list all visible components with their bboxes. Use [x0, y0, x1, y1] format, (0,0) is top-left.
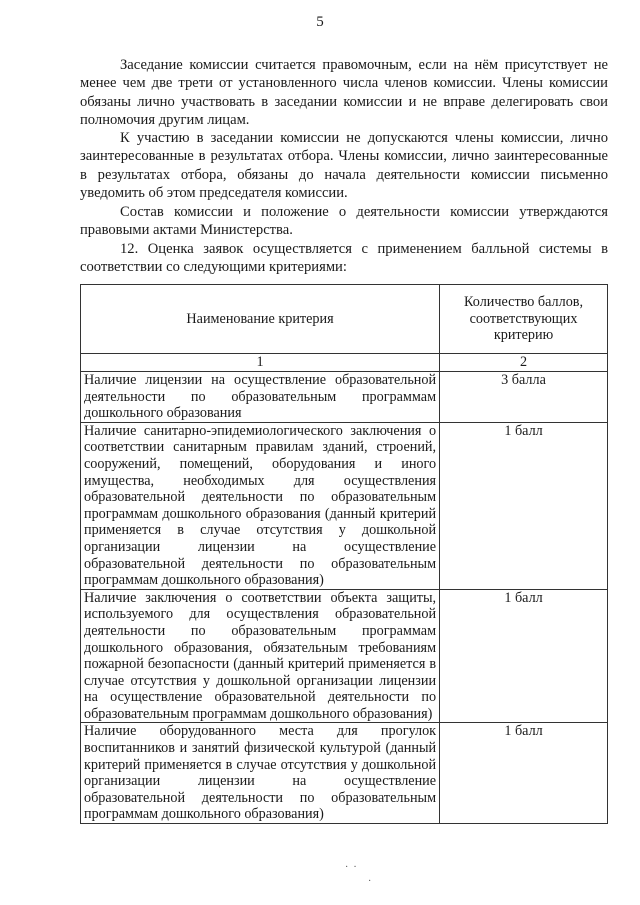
- criterion-name: Наличие заключения о соответствии объекта защиты, используемого для осуществления образовательной деятельности по образовательным программам дошкольного образования, обязательным требованиям пожарной безопасности (данный критерий применяется в случае отсутствия у дошкольной организации лицензии на осуществление образовательной деятельности по образовательным программам дошкольного образования): [81, 589, 440, 723]
- scan-speck: ·: [368, 876, 372, 887]
- paragraph-conflict-of-interest: К участию в заседании комиссии не допускаются члены комиссии, лично заинтересованные в результатах отбора. Члены комиссии, лично заинтересованные в результатах отбора, обязаны до начала деятельности комиссии письменно уведомить об этом председателя комиссии.: [80, 130, 608, 202]
- criterion-name: Наличие лицензии на осуществление образовательной деятельности по образовательным программам дошкольного образования: [81, 372, 440, 423]
- column-number: 1: [81, 354, 440, 372]
- page-number: 5: [316, 14, 324, 30]
- paragraph-quorum: Заседание комиссии считается правомочным, если на нём присутствует не менее чем две трети от установленного числа членов комиссии. Члены комиссии обязаны лично участвовать в заседании комиссии и не вправе делегировать свои полномочия другим лицам.: [80, 57, 608, 129]
- criteria-table: [80, 284, 608, 824]
- column-number-row: [81, 354, 608, 372]
- column-number: 2: [440, 354, 608, 372]
- table-row: [81, 589, 608, 723]
- scan-speck: · ·: [345, 862, 357, 873]
- table-row: [81, 723, 608, 824]
- criterion-score: 1 балл: [440, 422, 608, 589]
- header-criterion-name: Наименование критерия: [81, 285, 440, 354]
- criterion-name: Наличие санитарно-эпидемиологического заключения о соответствии санитарным правилам зданий, строений, сооружений, помещений, оборудования и иного имущества, необходимых для осуществления образовательной деятельности по образовательным программам дошкольного образования (данный критерий применяется в случае отсутствия у дошкольной организации лицензии на осуществление образовательной деятельности по образовательным программам дошкольного образования): [81, 422, 440, 589]
- paragraph-commission-composition: Состав комиссии и положение о деятельности комиссии утверждаются правовыми актами Министерства.: [80, 204, 608, 239]
- paragraph-evaluation-criteria-intro: 12. Оценка заявок осуществляется с применением балльной системы в соответствии со следующими критериями:: [80, 241, 608, 276]
- table-row: [81, 422, 608, 589]
- table-header-row: [81, 285, 608, 354]
- table-row: [81, 372, 608, 423]
- criterion-score: 3 балла: [440, 372, 608, 423]
- criterion-score: 1 балл: [440, 723, 608, 824]
- header-score-count: Количество баллов, соответствующих критерию: [440, 285, 608, 354]
- criterion-name: Наличие оборудованного места для прогулок воспитанников и занятий физической культурой (данный критерий применяется в случае отсутствия у дошкольной организации лицензии на осуществление образовательной деятельности по образовательным программам дошкольного образования): [81, 723, 440, 824]
- criterion-score: 1 балл: [440, 589, 608, 723]
